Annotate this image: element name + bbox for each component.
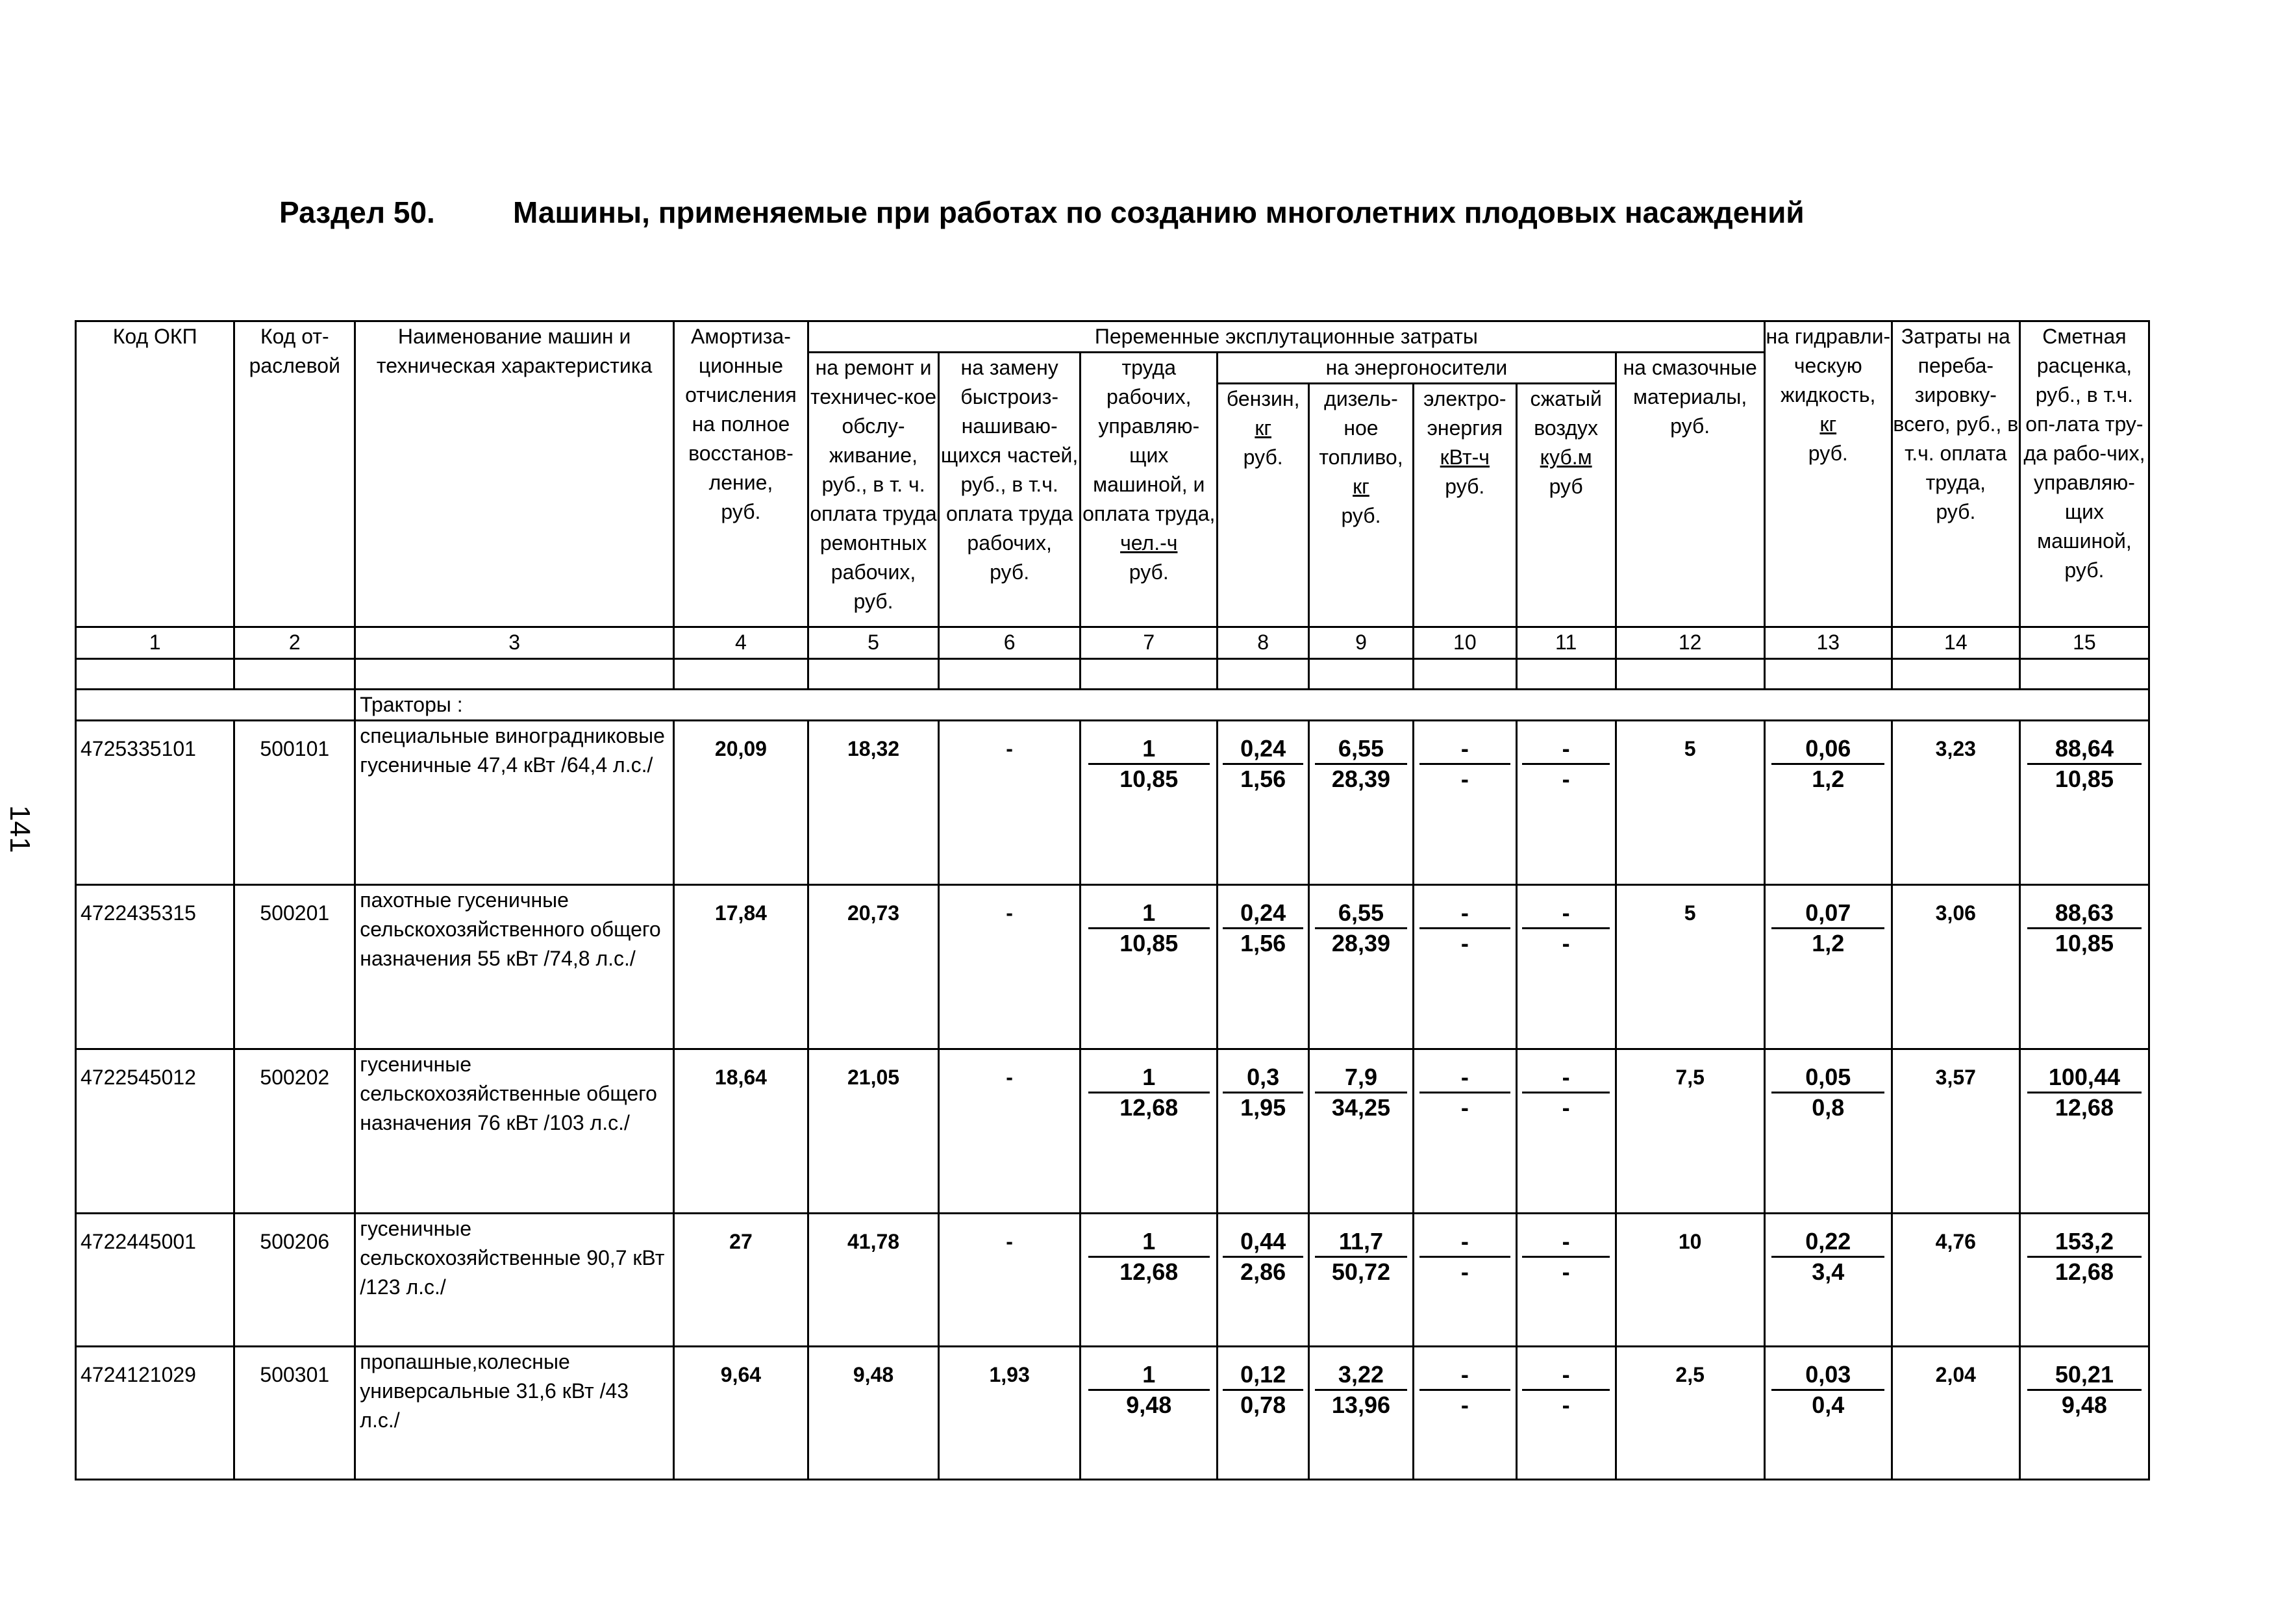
header-electricity-units: кВт-ч руб.: [1440, 445, 1490, 498]
hydraulic-cell: [1764, 1049, 1892, 1214]
header-electricity: [1413, 384, 1516, 627]
rate-cell-bottom: 12,68: [2055, 1258, 2114, 1285]
compressed-air-cell-bottom: -: [1562, 930, 1570, 956]
electricity-cell-top: -: [1419, 734, 1510, 765]
column-number: 13: [1764, 627, 1892, 659]
relocation-cell: 3,57: [1892, 1049, 2019, 1214]
header-repair: [808, 353, 938, 627]
table-row: [76, 1049, 2149, 1214]
repair-cell: 18,32: [808, 721, 938, 885]
header-petrol: [1218, 384, 1309, 627]
page-title: [279, 195, 2032, 230]
hydraulic-cell-top: 0,06: [1771, 734, 1884, 765]
relocation-cell: 3,23: [1892, 721, 2019, 885]
repair-cell: 21,05: [808, 1049, 938, 1214]
header-lubricants-unit: руб.: [1670, 414, 1710, 438]
hydraulic-cell: [1764, 1214, 1892, 1347]
lubricants-cell: 5: [1616, 885, 1764, 1049]
diesel-cell: [1309, 721, 1414, 885]
header-repair-unit: руб.: [853, 590, 894, 613]
section-row: [76, 690, 2149, 721]
branch-code-cell: 500101: [234, 721, 355, 885]
compressed-air-cell-top: -: [1522, 1063, 1610, 1093]
rate-cell: [2019, 885, 2149, 1049]
header-rate-label: Сметная расценка, руб., в т.ч. оп-лата тру-да рабо-чих, управляю-щих машиной,: [2023, 325, 2145, 553]
lubricants-cell: 7,5: [1616, 1049, 1764, 1214]
rate-cell-bottom: 10,85: [2055, 930, 2114, 956]
header-labor-label: труда рабочих, управляю-щих машиной, и оплата труда,: [1082, 356, 1216, 525]
header-rate: [2019, 321, 2149, 627]
machine-name-cell: специальные виноградниковые гусеничные 47,4 кВт /64,4 л.с./: [355, 721, 674, 885]
diesel-cell-bottom: 13,96: [1331, 1392, 1390, 1418]
column-number: 8: [1218, 627, 1309, 659]
labor-cell: [1081, 885, 1218, 1049]
header-petrol-label: бензин,: [1226, 387, 1300, 410]
machine-name-cell: пропашные,колесные универсальные 31,6 кВт /43 л.с./: [355, 1347, 674, 1480]
header-parts: [939, 353, 1081, 627]
compressed-air-cell-bottom: -: [1562, 1094, 1570, 1121]
diesel-cell-bottom: 50,72: [1331, 1258, 1390, 1285]
repair-cell: 20,73: [808, 885, 938, 1049]
header-relocation: [1892, 321, 2019, 627]
hydraulic-cell-bottom: 1,2: [1812, 766, 1845, 792]
electricity-cell: [1413, 1347, 1516, 1480]
labor-cell-bottom: 12,68: [1119, 1094, 1179, 1121]
compressed-air-cell-bottom: -: [1562, 1392, 1570, 1418]
repair-cell: 41,78: [808, 1214, 938, 1347]
electricity-cell-top: -: [1419, 1063, 1510, 1093]
diesel-cell-top: 6,55: [1315, 899, 1407, 929]
hydraulic-cell-bottom: 1,2: [1812, 930, 1845, 956]
electricity-cell-top: -: [1419, 1360, 1510, 1391]
hydraulic-cell-top: 0,05: [1771, 1063, 1884, 1093]
branch-code-cell: 500206: [234, 1214, 355, 1347]
parts-cell: -: [939, 721, 1081, 885]
electricity-cell: [1413, 885, 1516, 1049]
rate-cell-bottom: 12,68: [2055, 1094, 2114, 1121]
electricity-cell-bottom: -: [1460, 1258, 1469, 1285]
labor-cell: [1081, 721, 1218, 885]
header-rate-unit: руб.: [2064, 558, 2105, 582]
amortization-cell: 17,84: [673, 885, 808, 1049]
labor-cell-top: 1: [1088, 734, 1210, 765]
header-variable-costs: Переменные эксплутационные затраты: [808, 321, 1764, 353]
electricity-cell: [1413, 1214, 1516, 1347]
lubricants-cell: 2,5: [1616, 1347, 1764, 1480]
compressed-air-cell: [1516, 1347, 1616, 1480]
diesel-cell: [1309, 1214, 1414, 1347]
column-number: 12: [1616, 627, 1764, 659]
compressed-air-cell: [1516, 885, 1616, 1049]
column-number: 4: [673, 627, 808, 659]
hydraulic-cell: [1764, 1347, 1892, 1480]
repair-cell: 9,48: [808, 1347, 938, 1480]
okp-code-cell: 4722445001: [76, 1214, 234, 1347]
parts-cell: -: [939, 1049, 1081, 1214]
electricity-cell-bottom: -: [1460, 1392, 1469, 1418]
petrol-cell-top: 0,24: [1223, 734, 1303, 765]
petrol-cell-top: 0,24: [1223, 899, 1303, 929]
electricity-cell-bottom: -: [1460, 930, 1469, 956]
rate-cell: [2019, 1049, 2149, 1214]
machine-name-cell: гусеничные сельскохозяйственные общего назначения 76 кВт /103 л.с./: [355, 1049, 674, 1214]
machine-name-cell: гусеничные сельскохозяйственные 90,7 кВт /123 л.с./: [355, 1214, 674, 1347]
section-number: Раздел 50.: [279, 195, 435, 229]
hydraulic-cell-top: 0,03: [1771, 1360, 1884, 1391]
compressed-air-cell-bottom: -: [1562, 766, 1570, 792]
hydraulic-cell: [1764, 721, 1892, 885]
header-okp: Код ОКП: [76, 321, 234, 627]
header-compressed-air-label: сжатый воздух: [1530, 387, 1602, 440]
hydraulic-cell-bottom: 0,8: [1812, 1094, 1845, 1121]
header-branch-code: Код от-раслевой: [234, 321, 355, 627]
column-number: 6: [939, 627, 1081, 659]
column-number: 7: [1081, 627, 1218, 659]
header-diesel: [1309, 384, 1414, 627]
petrol-cell: [1218, 1049, 1309, 1214]
diesel-cell: [1309, 1347, 1414, 1480]
machines-table: [75, 320, 2150, 1480]
header-parts-label: на замену быстроиз-нашиваю-щихся частей, руб., в т.ч. оплата труда рабочих,: [940, 356, 1079, 555]
parts-cell: 1,93: [939, 1347, 1081, 1480]
petrol-cell-bottom: 2,86: [1240, 1258, 1286, 1285]
machine-name-cell: пахотные гусеничные сельскохозяйственного общего назначения 55 кВт /74,8 л.с./: [355, 885, 674, 1049]
compressed-air-cell: [1516, 1049, 1616, 1214]
diesel-cell-top: 7,9: [1315, 1063, 1407, 1093]
rate-cell-top: 153,2: [2027, 1227, 2142, 1258]
labor-cell-bottom: 12,68: [1119, 1258, 1179, 1285]
branch-code-cell: 500301: [234, 1347, 355, 1480]
section-title: Машины, применяемые при работах по созданию многолетних плодовых насаждений: [513, 195, 1805, 229]
diesel-cell-bottom: 28,39: [1331, 930, 1390, 956]
diesel-cell-top: 6,55: [1315, 734, 1407, 765]
labor-cell: [1081, 1214, 1218, 1347]
table-row: [76, 885, 2149, 1049]
header-amortization-label: Амортиза-ционные отчисления на полное восстанов-ление,: [685, 325, 797, 494]
header-electricity-label: электро-энергия: [1423, 387, 1506, 440]
column-number: 3: [355, 627, 674, 659]
compressed-air-cell-top: -: [1522, 1227, 1610, 1258]
amortization-cell: 9,64: [673, 1347, 808, 1480]
amortization-cell: 20,09: [673, 721, 808, 885]
parts-cell: -: [939, 885, 1081, 1049]
section-label: Тракторы :: [355, 690, 2149, 721]
labor-cell-top: 1: [1088, 1063, 1210, 1093]
electricity-cell-top: -: [1419, 1227, 1510, 1258]
header-hydraulic-label: на гидравли-ческую жидкость,: [1766, 325, 1891, 406]
page-number: 141: [4, 805, 36, 853]
okp-code-cell: 4725335101: [76, 721, 234, 885]
petrol-cell-bottom: 1,95: [1240, 1094, 1286, 1121]
okp-code-cell: 4722435315: [76, 885, 234, 1049]
rate-cell-top: 88,63: [2027, 899, 2142, 929]
column-number: 15: [2019, 627, 2149, 659]
rate-cell: [2019, 1347, 2149, 1480]
compressed-air-cell: [1516, 1214, 1616, 1347]
labor-cell-top: 1: [1088, 1360, 1210, 1391]
parts-cell: -: [939, 1214, 1081, 1347]
rate-cell: [2019, 721, 2149, 885]
rate-cell-top: 100,44: [2027, 1063, 2142, 1093]
column-numbers-row: [76, 627, 2149, 659]
petrol-cell-bottom: 0,78: [1240, 1392, 1286, 1418]
petrol-cell: [1218, 1347, 1309, 1480]
branch-code-cell: 500201: [234, 885, 355, 1049]
header-lubricants: [1616, 353, 1764, 627]
diesel-cell: [1309, 885, 1414, 1049]
header-repair-label: на ремонт и техничес-кое обслу-живание, руб., в т. ч. оплата труда ремонтных рабочих,: [810, 356, 937, 584]
column-number: 10: [1413, 627, 1516, 659]
petrol-cell: [1218, 1214, 1309, 1347]
column-number: 9: [1309, 627, 1414, 659]
header-relocation-label: Затраты на переба-зировку-всего, руб., в т.ч. оплата труда,: [1893, 325, 2019, 494]
header-lubricants-label: на смазочные материалы,: [1623, 356, 1757, 408]
petrol-cell: [1218, 885, 1309, 1049]
labor-cell: [1081, 1049, 1218, 1214]
rate-cell: [2019, 1214, 2149, 1347]
petrol-cell-bottom: 1,56: [1240, 930, 1286, 956]
column-number: 2: [234, 627, 355, 659]
electricity-cell-top: -: [1419, 899, 1510, 929]
petrol-cell-top: 0,12: [1223, 1360, 1303, 1391]
header-amortization-unit: руб.: [721, 500, 761, 523]
header-machine-name: Наименование машин и техническая характеристика: [355, 321, 674, 627]
table-row: [76, 1347, 2149, 1480]
column-number: 1: [76, 627, 234, 659]
column-number: 5: [808, 627, 938, 659]
electricity-cell: [1413, 721, 1516, 885]
rate-cell-bottom: 10,85: [2055, 766, 2114, 792]
header-parts-unit: руб.: [990, 560, 1030, 584]
rate-cell-top: 50,21: [2027, 1360, 2142, 1391]
header-labor-units: чел.-ч руб.: [1120, 531, 1178, 584]
header-hydraulic: [1764, 321, 1892, 627]
amortization-cell: 18,64: [673, 1049, 808, 1214]
header-labor: [1081, 353, 1218, 627]
compressed-air-cell-top: -: [1522, 899, 1610, 929]
okp-code-cell: 4722545012: [76, 1049, 234, 1214]
header-compressed-air: [1516, 384, 1616, 627]
header-petrol-units: кг руб.: [1243, 416, 1283, 469]
relocation-cell: 3,06: [1892, 885, 2019, 1049]
labor-cell-bottom: 10,85: [1119, 766, 1179, 792]
hydraulic-cell: [1764, 885, 1892, 1049]
petrol-cell: [1218, 721, 1309, 885]
okp-code-cell: 4724121029: [76, 1347, 234, 1480]
petrol-cell-top: 0,44: [1223, 1227, 1303, 1258]
diesel-cell-top: 3,22: [1315, 1360, 1407, 1391]
compressed-air-cell-top: -: [1522, 1360, 1610, 1391]
table-row: [76, 721, 2149, 885]
blank-row: [76, 659, 2149, 690]
diesel-cell-bottom: 34,25: [1331, 1094, 1390, 1121]
hydraulic-cell-bottom: 3,4: [1812, 1258, 1845, 1285]
hydraulic-cell-top: 0,07: [1771, 899, 1884, 929]
column-number: 14: [1892, 627, 2019, 659]
labor-cell: [1081, 1347, 1218, 1480]
lubricants-cell: 5: [1616, 721, 1764, 885]
diesel-cell: [1309, 1049, 1414, 1214]
electricity-cell: [1413, 1049, 1516, 1214]
hydraulic-cell-top: 0,22: [1771, 1227, 1884, 1258]
header-diesel-units: кг руб.: [1341, 475, 1381, 527]
diesel-cell-top: 11,7: [1315, 1227, 1407, 1258]
labor-cell-top: 1: [1088, 1227, 1210, 1258]
header-energy: на энергоносители: [1218, 353, 1616, 384]
header-compressed-air-units: куб.м руб: [1540, 445, 1592, 498]
electricity-cell-bottom: -: [1460, 1094, 1469, 1121]
compressed-air-cell: [1516, 721, 1616, 885]
header-hydraulic-units: кг руб.: [1808, 412, 1848, 465]
labor-cell-top: 1: [1088, 899, 1210, 929]
compressed-air-cell-top: -: [1522, 734, 1610, 765]
header-amortization: [673, 321, 808, 627]
header-diesel-label: дизель-ное топливо,: [1319, 387, 1403, 469]
header-relocation-unit: руб.: [1936, 500, 1976, 523]
amortization-cell: 27: [673, 1214, 808, 1347]
rate-cell-bottom: 9,48: [2061, 1392, 2107, 1418]
petrol-cell-bottom: 1,56: [1240, 766, 1286, 792]
labor-cell-bottom: 10,85: [1119, 930, 1179, 956]
branch-code-cell: 500202: [234, 1049, 355, 1214]
column-number: 11: [1516, 627, 1616, 659]
electricity-cell-bottom: -: [1460, 766, 1469, 792]
relocation-cell: 2,04: [1892, 1347, 2019, 1480]
table-row: [76, 1214, 2149, 1347]
rate-cell-top: 88,64: [2027, 734, 2142, 765]
labor-cell-bottom: 9,48: [1126, 1392, 1172, 1418]
lubricants-cell: 10: [1616, 1214, 1764, 1347]
diesel-cell-bottom: 28,39: [1331, 766, 1390, 792]
hydraulic-cell-bottom: 0,4: [1812, 1392, 1845, 1418]
compressed-air-cell-bottom: -: [1562, 1258, 1570, 1285]
petrol-cell-top: 0,3: [1223, 1063, 1303, 1093]
relocation-cell: 4,76: [1892, 1214, 2019, 1347]
